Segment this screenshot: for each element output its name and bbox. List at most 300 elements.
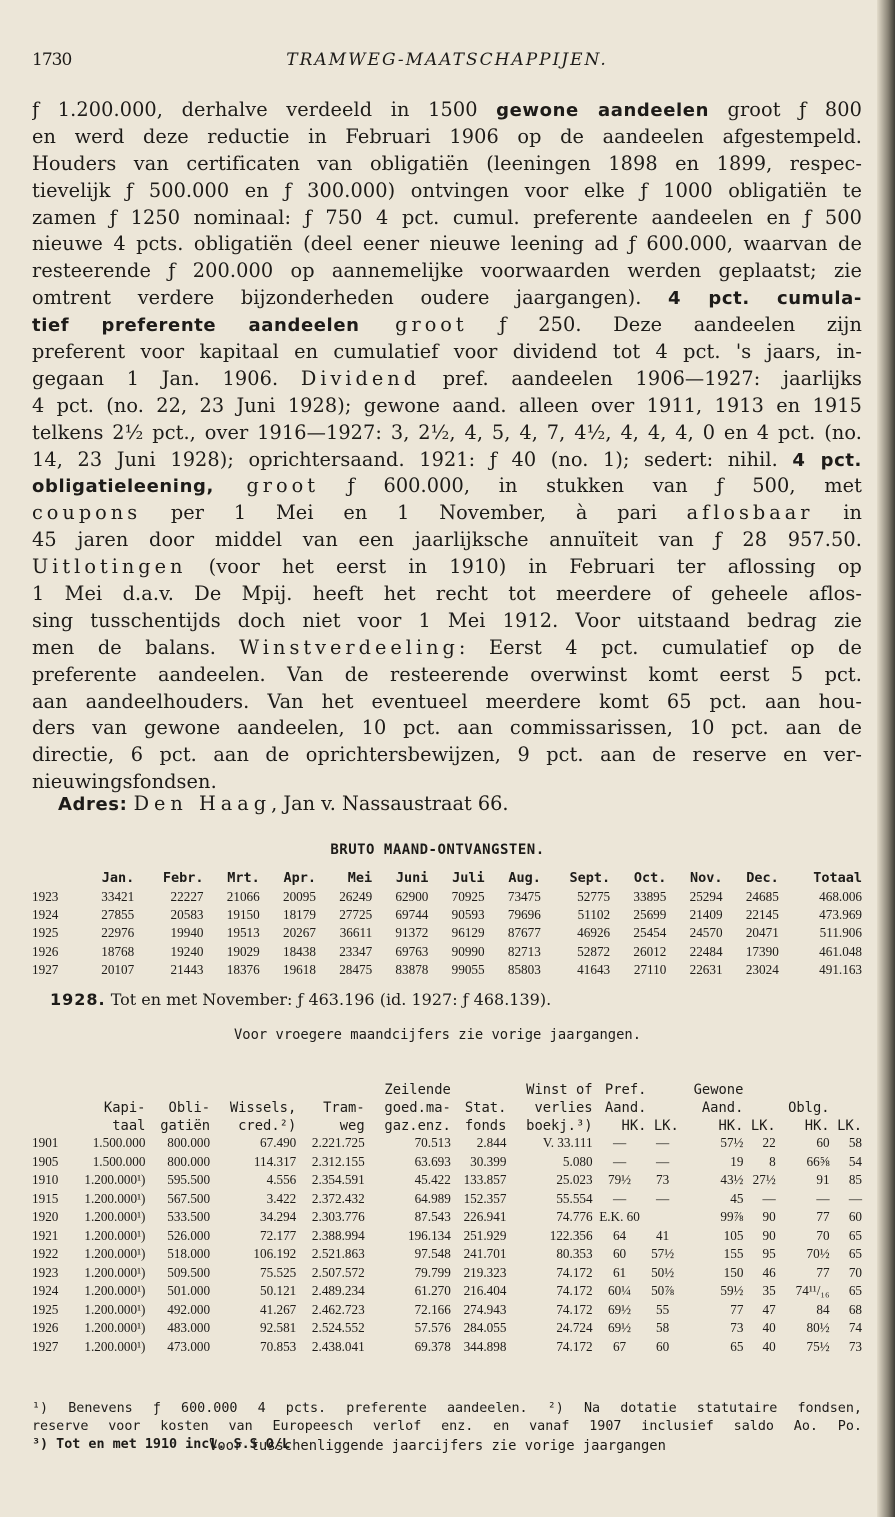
table-cell: 77	[816, 1264, 830, 1280]
table-cell: 36611	[339, 925, 373, 941]
column-header: gatiën	[160, 1118, 211, 1134]
term-winstverdeeling: Winstverdeeling	[239, 635, 459, 659]
table-cell: 5.080	[562, 1153, 593, 1169]
text-line: nieuwingsfondsen.	[32, 770, 217, 794]
month-header: Sept.	[569, 869, 611, 886]
row-year: 1922	[32, 1246, 59, 1262]
table-cell: 87.543	[414, 1209, 451, 1225]
month-header: Oct.	[633, 869, 667, 886]
table-cell: 22484	[689, 943, 723, 959]
table-cell: 1.200.000¹)	[84, 1190, 146, 1206]
table-cell: 567.500	[167, 1190, 211, 1206]
table-row	[32, 961, 862, 979]
table-header-row	[32, 1080, 862, 1098]
table-cell: 77	[730, 1301, 744, 1317]
table-cell: 27½	[752, 1172, 776, 1188]
table-cell: 1.200.000¹)	[84, 1209, 146, 1225]
table-cell: 1.200.000¹)	[84, 1338, 146, 1354]
table-cell: 216.404	[463, 1283, 507, 1299]
table-cell: 45.422	[414, 1172, 451, 1188]
table-cell: 60	[848, 1209, 862, 1225]
row-year: 1926	[32, 1320, 59, 1336]
term-4-pct: 4 pct.	[792, 449, 862, 471]
table-cell: 1.500.000	[92, 1153, 146, 1169]
table-cell: 1.200.000¹)	[84, 1227, 146, 1243]
table-cell: 70	[848, 1264, 862, 1280]
table-cell: 25454	[633, 925, 667, 941]
page-number: 1730	[32, 50, 72, 70]
table-cell: 27855	[101, 907, 135, 923]
text-line: sing tusschentijds doch niet voor 1 Mei 1912. Voor uitstaand bedrag zie	[32, 608, 862, 632]
table-cell: 40	[762, 1338, 776, 1354]
table-cell: 18179	[282, 907, 316, 923]
table-cell: 2.524.552	[311, 1320, 365, 1336]
table-cell: 46	[762, 1264, 776, 1280]
column-header: Stat.	[464, 1100, 507, 1116]
table-cell: 2.438.041	[311, 1338, 365, 1354]
table-cell: 70.513	[414, 1135, 451, 1151]
table-cell: —	[612, 1190, 627, 1206]
table-cell: 2.507.572	[311, 1264, 365, 1280]
table-cell: 1.500.000	[92, 1135, 146, 1151]
table-cell: 61.270	[414, 1283, 451, 1299]
table-row	[32, 1134, 862, 1153]
table-cell: 96129	[451, 925, 485, 941]
table-cell: 87677	[507, 925, 541, 941]
text-line: 4 pct. (no. 22, 23 Juni 1928); gewone aand. alleen over 1911, 1913 en 1915	[32, 393, 862, 417]
text-line: men de balans. Winstverdeeling: Eerst 4 pct. cumulatief op de	[32, 635, 862, 659]
running-title: TRAMWEG-MAATSCHAPPIJEN.	[286, 50, 608, 70]
table-cell: 72.166	[414, 1301, 451, 1317]
column-header	[210, 1080, 296, 1098]
table-cell: 99⅞	[720, 1209, 744, 1225]
column-header: gaz.enz.	[384, 1118, 451, 1134]
table-cell: 19513	[226, 925, 260, 941]
table-cell: 2.372.432	[311, 1190, 365, 1206]
table-cell: 46926	[577, 925, 611, 941]
text-line: en werd deze reductie in Februari 1906 op de aandeelen afgestempeld.	[32, 124, 862, 148]
term-gewone-aandeelen: gewone aandeelen	[496, 100, 710, 121]
term-aflosbaar: aflosbaar	[686, 501, 814, 525]
table-row	[32, 1319, 862, 1338]
table-cell: 73	[730, 1320, 744, 1336]
text-line: tievelijk ƒ 500.000 en ƒ 300.000) ontvingen voor elke ƒ 1000 obligatiën te	[32, 178, 862, 202]
table-cell: 24685	[745, 889, 779, 905]
month-header: Aug.	[508, 869, 541, 886]
table-cell: 18438	[282, 943, 316, 959]
table-cell: 2.354.591	[311, 1172, 365, 1188]
book-spine-shadow	[877, 0, 895, 1517]
table-cell: 74.172	[556, 1264, 593, 1280]
table-cell: 74¹¹/₁₆	[795, 1283, 830, 1299]
table-cell: 20095	[282, 889, 316, 905]
table-cell: 19150	[226, 907, 260, 923]
table-cell: 492.000	[167, 1301, 211, 1317]
table-cell: 526.000	[167, 1227, 211, 1243]
table-cell: 66⅝	[806, 1153, 830, 1169]
column-header	[32, 1098, 66, 1116]
column-header: weg	[339, 1118, 365, 1134]
month-header: Mrt.	[227, 869, 260, 886]
table-cell: 79½	[607, 1172, 632, 1188]
table-cell: 74	[848, 1320, 862, 1336]
term-uitlotingen: Uitlotingen	[32, 555, 187, 579]
table-cell: 60	[656, 1338, 670, 1354]
text-line: 14, 23 Juni 1928); oprichtersaand. 1921: ƒ 40 (no. 1); sedert: nihil. 4 pct.	[32, 447, 862, 471]
row-year: 1926	[32, 943, 59, 959]
table-cell: 54	[848, 1153, 862, 1169]
table-row	[32, 1245, 862, 1264]
address-line	[58, 790, 509, 817]
financial-history-table	[32, 1080, 862, 1356]
table-cell: 69½	[607, 1301, 632, 1317]
column-header: Oblg.	[788, 1100, 830, 1116]
table-cell: —	[656, 1135, 670, 1151]
text-line: nieuwe 4 pcts. obligatiën (deel eener nieuwe leening ad ƒ 600.000, waarvan de	[32, 232, 862, 256]
row-year: 1910	[32, 1172, 59, 1188]
table-cell: 69763	[395, 943, 429, 959]
month-header: Febr.	[162, 869, 204, 886]
table-cell: 122.356	[549, 1227, 593, 1243]
table-cell: 226.941	[463, 1209, 507, 1225]
table-cell: 34.294	[260, 1209, 297, 1225]
column-header	[830, 1098, 862, 1116]
term-dividend: Dividend	[300, 366, 421, 390]
monthly-receipts-table	[32, 867, 862, 979]
table-cell: 57½	[720, 1135, 744, 1151]
table-cell: 52872	[577, 943, 611, 959]
table-row	[32, 1301, 862, 1320]
column-header: Kapi-	[103, 1100, 146, 1116]
table-cell: 83878	[395, 961, 429, 977]
footnote-2: reserve voor kosten van Europeesch verlof enz. en vanaf 1907 inclusief saldo Ao. Po.	[32, 1419, 862, 1434]
table-cell: 74.776	[556, 1209, 593, 1225]
table-cell: —	[762, 1190, 776, 1206]
table-cell: 43½	[720, 1172, 744, 1188]
table-cell: 344.898	[463, 1338, 507, 1354]
table-cell: 27725	[339, 907, 373, 923]
month-header: Dec.	[746, 869, 779, 886]
text-line: Houders van certificaten van obligatiën (leeningen 1898 en 1899, respec-	[32, 151, 862, 175]
earlier-annual-note: Voor tusschenliggende jaarcijfers zie vorige jaargangen	[209, 1438, 666, 1454]
table-cell: 595.500	[167, 1172, 211, 1188]
row-year: 1925	[32, 925, 59, 941]
table-cell: 70	[816, 1227, 830, 1243]
text-line: preferent voor kapitaal en cumulatief voor dividend tot 4 pct. 's jaars, in-	[32, 340, 862, 364]
term-preferente-aandeelen: tief preferente aandeelen	[32, 315, 360, 337]
table-cell: 57.576	[414, 1320, 451, 1336]
month-header: Juni	[395, 869, 429, 886]
table-cell: 60¼	[607, 1283, 632, 1299]
table-cell: 20583	[170, 907, 204, 923]
month-header: Totaal	[813, 869, 862, 886]
table-cell: 65	[848, 1246, 862, 1262]
table-cell: 133.857	[463, 1172, 507, 1188]
table-cell: 241.701	[463, 1246, 507, 1262]
table-cell: 17390	[745, 943, 779, 959]
table-cell: 45	[730, 1190, 744, 1206]
table-cell: 27110	[633, 961, 667, 977]
table-cell: 25294	[689, 889, 723, 905]
table-cell: 19	[730, 1153, 744, 1169]
table-cell: 22227	[170, 889, 204, 905]
earlier-monthly-note: Voor vroegere maandcijfers zie vorige jaargangen.	[233, 1027, 641, 1043]
table-header-row	[32, 867, 862, 888]
table-cell: 483.000	[167, 1320, 211, 1336]
table-cell: 2.521.863	[311, 1246, 365, 1262]
table-cell: 26012	[633, 943, 667, 959]
table-cell: 468.006	[819, 889, 862, 905]
column-header: LK.	[750, 1118, 776, 1134]
row-year: 1901	[32, 1135, 59, 1151]
table-cell: 64.989	[414, 1190, 451, 1206]
text-line: ders van gewone aandeelen, 10 pct. aan commissarissen, 10 pct. aan de	[32, 716, 862, 740]
table-cell: 22145	[745, 907, 779, 923]
row-year: 1920	[32, 1209, 59, 1225]
table-cell: —	[612, 1153, 627, 1169]
column-header: Wissels,	[229, 1100, 297, 1116]
row-year: 1915	[32, 1190, 59, 1206]
table-cell: 533.500	[167, 1209, 211, 1225]
footnote-3: ³) Tot en met 1910 incl. S.S O/L	[32, 1437, 290, 1452]
table-cell: 511.906	[819, 925, 862, 941]
column-header	[743, 1080, 775, 1098]
table-cell: 18376	[226, 961, 260, 977]
company-description	[32, 97, 862, 796]
table-cell: 491.163	[819, 961, 862, 977]
table-cell: 61	[612, 1264, 627, 1280]
table-cell: 41	[656, 1227, 670, 1243]
column-header: HK.	[804, 1118, 830, 1134]
table-cell: 461.048	[819, 943, 862, 959]
column-header: HK.	[621, 1118, 647, 1134]
table-cell: 2.462.723	[311, 1301, 365, 1317]
table-cell: 62900	[395, 889, 429, 905]
column-header: LK.	[653, 1118, 679, 1134]
table-cell: 274.943	[463, 1301, 507, 1317]
text-line: telkens 2½ pct., over 1916—1927: 3, 2½, 4, 5, 4, 7, 4½, 4, 4, 4, 0 en 4 pct. (no.	[32, 420, 862, 444]
table-cell: 79696	[507, 907, 541, 923]
table-cell: 155	[723, 1246, 744, 1262]
column-header	[451, 1080, 507, 1098]
text-line: ƒ 1.200.000, derhalve verdeeld in 1500 gewone aandeelen groot ƒ 800	[32, 98, 862, 121]
table-row	[32, 1208, 862, 1227]
table-cell: 55	[656, 1301, 670, 1317]
table-cell: 80½	[806, 1320, 830, 1336]
table-cell: 800.000	[167, 1153, 211, 1169]
table-cell: 60	[816, 1135, 830, 1151]
table-cell: 22631	[689, 961, 723, 977]
table-cell: 30.399	[470, 1153, 507, 1169]
table-cell: 51102	[577, 907, 611, 923]
table-cell: 58	[656, 1320, 670, 1336]
address-street: , Jan v. Nassaustraat 66.	[271, 792, 509, 815]
month-header: Jan.	[101, 869, 135, 886]
table-cell: 24.724	[556, 1320, 593, 1336]
table-cell: 84	[816, 1301, 830, 1317]
table-row	[32, 1338, 862, 1357]
text-line: zamen ƒ 1250 nominaal: ƒ 750 4 pct. cumul. preferente aandeelen en ƒ 500	[32, 205, 862, 229]
table-cell: 50⅞	[651, 1283, 675, 1299]
table-cell: 58	[848, 1135, 862, 1151]
year-header	[32, 867, 78, 888]
table-cell: 19240	[170, 943, 204, 959]
column-header	[32, 1116, 66, 1134]
table-cell: 73475	[507, 889, 541, 905]
row-year: 1925	[32, 1301, 59, 1317]
table-cell: 501.000	[167, 1283, 211, 1299]
table-cell: 90593	[451, 907, 485, 923]
column-header: Gewone	[693, 1082, 744, 1098]
table-cell: 69.378	[414, 1338, 451, 1354]
table-cell: 19029	[226, 943, 260, 959]
table-cell: 21066	[226, 889, 260, 905]
table-cell: 21443	[170, 961, 204, 977]
month-header: Nov.	[690, 869, 723, 886]
table-cell: 196.134	[407, 1227, 451, 1243]
table-cell: 90990	[451, 943, 485, 959]
table-cell: 65	[848, 1283, 862, 1299]
table-cell: 1.200.000¹)	[84, 1172, 146, 1188]
address-label: Adres:	[58, 794, 128, 815]
column-header	[32, 1080, 66, 1098]
footnote-1: ¹) Benevens ƒ 600.000 4 pcts. preferente aandeelen. ²) Na dotatie statutaire fondsen,	[32, 1401, 862, 1416]
column-header	[646, 1080, 678, 1098]
table-cell: 91372	[395, 925, 429, 941]
table-cell: 97.548	[414, 1246, 451, 1262]
table-cell: 90	[762, 1227, 776, 1243]
text-line: Uitlotingen (voor het eerst in 1910) in Februari ter aflossing op	[32, 555, 862, 579]
table-cell: 92.581	[260, 1320, 297, 1336]
table-cell: 69½	[607, 1320, 632, 1336]
table-cell: 251.929	[463, 1227, 507, 1243]
table-cell: V. 33.111	[542, 1135, 593, 1151]
table-cell: 77	[816, 1209, 830, 1225]
table-cell: 2.303.776	[311, 1209, 365, 1225]
table-cell: 8	[769, 1153, 776, 1169]
table-cell: 57½	[651, 1246, 675, 1262]
table-cell: —	[816, 1190, 830, 1206]
table-cell: 28475	[339, 961, 373, 977]
table-row	[32, 1264, 862, 1283]
table-cell: 85	[848, 1172, 862, 1188]
table-cell: 95	[762, 1246, 776, 1262]
table-cell: 23347	[339, 943, 373, 959]
table-cell: 47	[762, 1301, 776, 1317]
column-header: Aand.	[604, 1100, 647, 1116]
column-header	[646, 1098, 678, 1116]
table-cell: 20107	[101, 961, 135, 977]
table-cell: 41.267	[260, 1301, 297, 1317]
table-cell: 64	[612, 1227, 627, 1243]
table-cell: 70925	[451, 889, 485, 905]
table-cell: 73	[848, 1338, 862, 1354]
table-cell: 85803	[507, 961, 541, 977]
column-header	[66, 1080, 145, 1098]
column-header	[145, 1080, 210, 1098]
table-cell: 105	[723, 1227, 744, 1243]
text-line: tief preferente aandeelen groot ƒ 250. Deze aandeelen zijn	[32, 313, 862, 337]
table-cell: 91	[816, 1172, 830, 1188]
table-cell: 82713	[507, 943, 541, 959]
column-header: Aand.	[701, 1100, 744, 1116]
table-cell: 72.177	[260, 1227, 297, 1243]
table-cell: 1.200.000¹)	[84, 1301, 146, 1317]
table-cell: 473.969	[819, 907, 862, 923]
table-cell: 18768	[101, 943, 135, 959]
table-cell: 20267	[282, 925, 316, 941]
table-header-row	[32, 1116, 862, 1134]
text-line: resteerende ƒ 200.000 op aannemelijke voorwaarden werden geplaatst; zie	[32, 259, 862, 283]
table-cell: 21409	[689, 907, 723, 923]
table-cell: 152.357	[463, 1190, 507, 1206]
table-cell	[646, 1208, 678, 1227]
table-cell: —	[612, 1135, 627, 1151]
table-cell: 67	[612, 1338, 627, 1354]
table-cell: 2.312.155	[311, 1153, 365, 1169]
table-cell: 19618	[282, 961, 316, 977]
text-line: omtrent verdere bijzonderheden oudere jaargangen). 4 pct. cumula-	[32, 286, 862, 310]
table-cell: 800.000	[167, 1135, 211, 1151]
column-header: Winst of	[526, 1082, 593, 1098]
text-line: gegaan 1 Jan. 1906. Dividend pref. aandeelen 1906—1927: jaarlijks	[32, 366, 862, 390]
table-cell: 41643	[577, 961, 611, 977]
month-header: Mei	[347, 869, 373, 886]
month-header: Apr.	[283, 869, 316, 886]
table-cell: 1.200.000¹)	[84, 1283, 146, 1299]
table-cell: 33421	[101, 889, 135, 905]
table-cell: 2.489.234	[311, 1283, 365, 1299]
table-cell: 73	[656, 1172, 670, 1188]
table-cell: 79.799	[414, 1264, 451, 1280]
table-cell: 22	[762, 1135, 776, 1151]
table-cell: 80.353	[556, 1246, 593, 1262]
table-cell: 1.200.000¹)	[84, 1246, 146, 1262]
table-cell: 60	[612, 1246, 627, 1262]
column-header	[743, 1098, 775, 1116]
table-cell: 473.000	[167, 1338, 211, 1354]
text-line: directie, 6 pct. aan de oprichtersbewijzen, 9 pct. aan de reserve en ver-	[32, 743, 862, 767]
table-cell: 74.172	[556, 1301, 593, 1317]
table-cell: 509.500	[167, 1264, 211, 1280]
table-cell: 59½	[720, 1283, 744, 1299]
table-cell: 23024	[745, 961, 779, 977]
month-header: Juli	[452, 869, 485, 886]
table-cell: 74.172	[556, 1283, 593, 1299]
table-cell: 22976	[101, 925, 135, 941]
table-cell: 55.554	[556, 1190, 593, 1206]
table-cell: 65	[730, 1338, 744, 1354]
table-cell: 25699	[633, 907, 667, 923]
table-cell: 2.844	[476, 1135, 507, 1151]
row-year: 1924	[32, 907, 59, 923]
column-header: verlies	[534, 1100, 593, 1116]
table-cell: 518.000	[167, 1246, 211, 1262]
row-year: 1905	[32, 1153, 59, 1169]
table-row	[32, 1190, 862, 1209]
table-cell: 99055	[451, 961, 485, 977]
table-cell: 52775	[577, 889, 611, 905]
table-cell: 219.323	[463, 1264, 507, 1280]
table-cell: 4.556	[266, 1172, 297, 1188]
table-cell: 33895	[633, 889, 667, 905]
term-obligatieleening: obligatieleening,	[32, 476, 214, 498]
column-header: HK.	[718, 1118, 744, 1134]
text-line: aan aandeelhouders. Van het eventueel meerdere komt 65 pct. aan hou-	[32, 689, 862, 713]
table-cell: 19940	[170, 925, 204, 941]
term-coupons: coupons	[32, 501, 142, 525]
table-cell: 20471	[745, 925, 779, 941]
